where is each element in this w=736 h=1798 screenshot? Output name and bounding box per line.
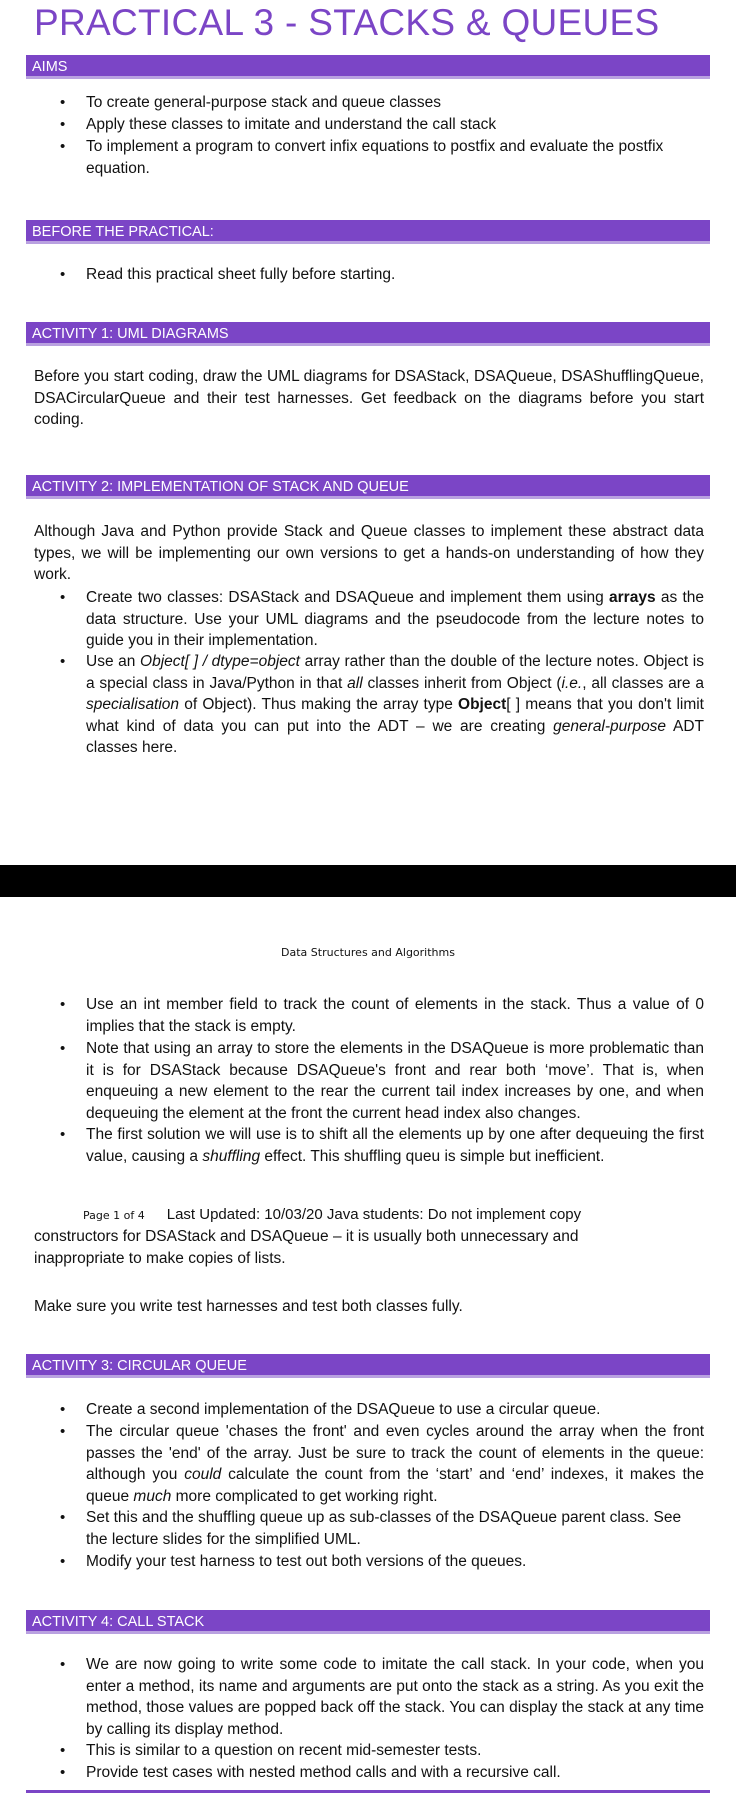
bullet: • xyxy=(60,1423,66,1440)
italic-text: specialisation xyxy=(86,696,180,713)
section-heading-activity-1: ACTIVITY 1: UML DIAGRAMS xyxy=(26,322,710,346)
text-run: The first solution we will use is to shift all the elements up by one after dequeuing the first value, causing a xyxy=(86,1126,704,1165)
activity-4-item: Provide test cases with nested method calls and with a recursive call. xyxy=(86,1764,561,1781)
text-run: more complicated to get working right. xyxy=(171,1487,438,1505)
text-run: , all classes are a xyxy=(582,674,704,692)
text-run: Use an xyxy=(86,653,141,670)
before-item: Read this practical sheet fully before starting. xyxy=(86,266,396,283)
italic-text: could xyxy=(184,1466,222,1483)
test-harness-note: Make sure you write test harnesses and test both classes fully. xyxy=(34,1298,463,1315)
bullet: • xyxy=(60,1401,66,1418)
section-heading-activity-2: ACTIVITY 2: IMPLEMENTATION OF STACK AND QUEUE xyxy=(26,475,710,499)
bullet: • xyxy=(60,1126,66,1143)
page2-item-shuffling xyxy=(86,1124,704,1167)
section-heading-activity-3: ACTIVITY 3: CIRCULAR QUEUE xyxy=(26,1354,710,1378)
text-run: [ ] means that you don't limit what kind of data you can put into the ADT – we are creating xyxy=(86,696,704,735)
bullet: • xyxy=(60,1764,66,1781)
bullet: • xyxy=(60,653,66,670)
page-number: Page 1 of 4 xyxy=(83,1209,145,1222)
page-title: PRACTICAL 3 - STACKS & QUEUES xyxy=(34,2,660,43)
activity-4-item: This is similar to a question on recent mid-semester tests. xyxy=(86,1742,482,1759)
text-run: as the data structure. Use your UML diagrams and the pseudocode from the lecture notes to guide you in their implementation. xyxy=(86,589,704,649)
text-run: classes inherit from Object ( xyxy=(362,674,562,692)
activity-4-item: We are now going to write some code to imitate the call stack. In your code, when you enter a method, its name and arguments are put onto the stack as a string. As you exit the method, those values are popped back off the stack. You can display the stack at any time by calling its display method. xyxy=(86,1656,704,1738)
italic-text: general-purpose xyxy=(553,717,667,735)
activity-2-item-object xyxy=(86,651,704,759)
bold-text: Object xyxy=(458,696,507,713)
running-header: Data Structures and Algorithms xyxy=(281,946,455,959)
italic-text: Object[ ] / dtype=object xyxy=(140,653,300,670)
activity-1-text: Before you start coding, draw the UML diagrams for DSAStack, DSAQueue, DSAShufflingQueue, DSACircularQueue and their test harnesses. Get feedback on the diagrams before you start coding. xyxy=(34,368,704,428)
aims-item: Apply these classes to imitate and understand the call stack xyxy=(86,116,497,133)
bullet: • xyxy=(60,1509,66,1526)
bullet: • xyxy=(60,1553,66,1570)
footer-line xyxy=(83,1204,703,1227)
text-run: Create two classes: DSAStack and DSAQueue and implement them using xyxy=(86,589,610,606)
italic-text: i.e. xyxy=(561,674,583,692)
activity-2-item-arrays xyxy=(86,587,704,652)
bullet: • xyxy=(60,1040,66,1057)
italic-text: shuffling xyxy=(202,1147,261,1165)
text-run: of Object). Thus making the array type xyxy=(179,696,459,713)
bullet: • xyxy=(60,266,66,283)
page2-item-queue: Note that using an array to store the elements in the DSAQueue is more problematic than it is for DSAStack because DSAQueue's front and rear both ‘move’. That is, when enqueuing a new element to the rear the current tail index increases by one, and when dequeuing the element at the front the current head index also changes. xyxy=(86,1040,704,1122)
activity-3-item: Create a second implementation of the DSAQueue to use a circular queue. xyxy=(86,1401,601,1418)
bullet: • xyxy=(60,589,66,606)
bullet: • xyxy=(60,996,66,1013)
page-separator xyxy=(0,865,736,897)
text-run: array rather than the double of the lecture notes. Object is a special class in Java/Python in that xyxy=(86,653,705,692)
text-run: effect. This shuffling queu is simple but inefficient. xyxy=(260,1147,605,1165)
text-run: ADT classes here. xyxy=(86,717,704,756)
bullet: • xyxy=(60,94,66,111)
section-heading-aims: AIMS xyxy=(26,55,710,79)
italic-text: all xyxy=(347,674,363,692)
activity-3-item xyxy=(86,1421,704,1507)
footer-text: Last Updated: 10/03/20 Java students: Do not implement copy xyxy=(166,1206,582,1223)
text-run: The circular queue 'chases the front' and even cycles around the array when the front passes the 'end' of the array. Just be sure to track the count of elements in the queue: although you xyxy=(86,1423,704,1483)
italic-text: much xyxy=(133,1487,172,1505)
bold-text: arrays xyxy=(609,589,656,606)
section-heading-before: BEFORE THE PRACTICAL: xyxy=(26,220,710,244)
bottom-rule xyxy=(26,1790,710,1793)
section-heading-activity-4: ACTIVITY 4: CALL STACK xyxy=(26,1610,710,1634)
bullet: • xyxy=(60,116,66,133)
page2-item-count: Use an int member field to track the count of elements in the stack. Thus a value of 0 implies that the stack is empty. xyxy=(86,996,704,1035)
bullet: • xyxy=(60,138,66,155)
text-run: calculate the count from the ‘start’ and ‘end’ indexes, it makes the queue xyxy=(86,1466,704,1505)
activity-3-item: Set this and the shuffling queue up as sub-classes of the DSAQueue parent class. See the lecture slides for the simplified UML. xyxy=(86,1509,682,1548)
aims-item: To implement a program to convert infix equations to postfix and evaluate the postfix equation. xyxy=(86,138,664,177)
aims-item: To create general-purpose stack and queue classes xyxy=(86,94,441,111)
bullet: • xyxy=(60,1656,66,1673)
bullet: • xyxy=(60,1742,66,1759)
footer-continuation: constructors for DSAStack and DSAQueue – it is usually both unnecessary and inappropriate to make copies of lists. xyxy=(34,1228,579,1267)
activity-3-item: Modify your test harness to test out both versions of the queues. xyxy=(86,1553,527,1570)
activity-2-intro: Although Java and Python provide Stack and Queue classes to implement these abstract data types, we will be implementing our own versions to get a hands-on understanding of how they work. xyxy=(34,523,704,583)
